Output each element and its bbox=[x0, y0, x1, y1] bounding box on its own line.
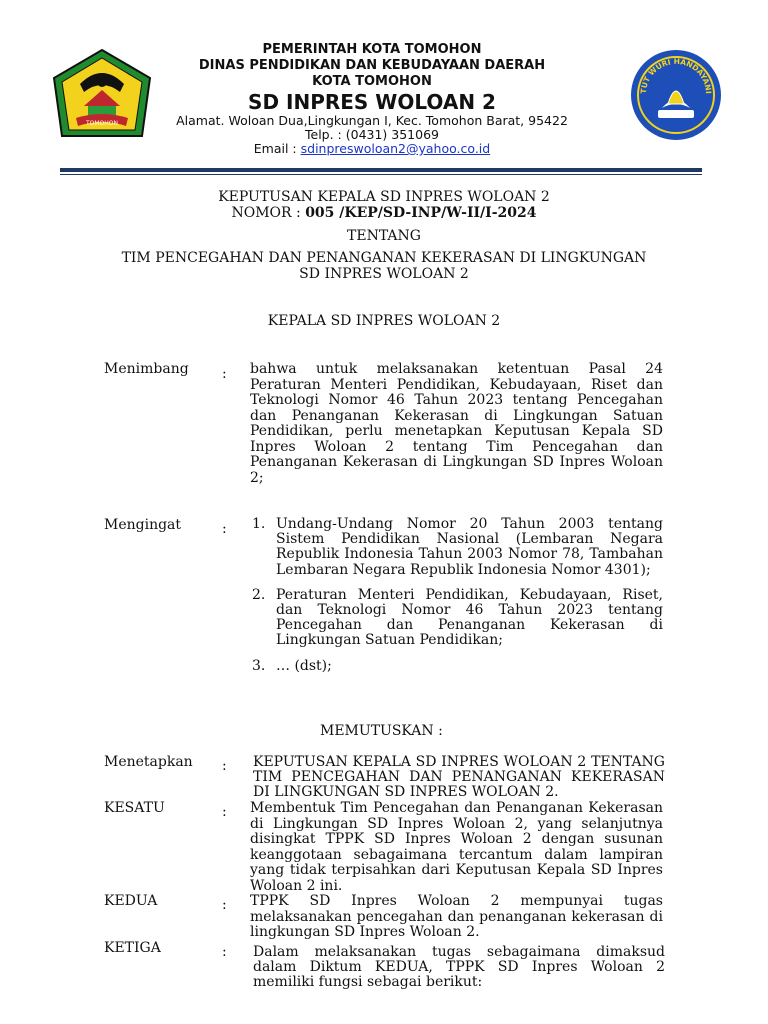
kesatu-colon: : bbox=[222, 804, 227, 820]
ketiga-colon: : bbox=[222, 944, 227, 960]
menetapkan-colon: : bbox=[222, 758, 227, 774]
mengingat-item bbox=[250, 517, 663, 578]
menimbang-text: bahwa untuk melaksanakan ketentuan Pasal 24 Peraturan Menteri Pendidikan, Kebudayaan, Riset dan Teknologi Nomor 46 Tahun 2023 tentang Pencegahan dan Penanganan Kekerasan di Lingkungan Satuan Pendidikan, perlu menetapkan Keputusan Kepala SD Inpres Woloan 2 tentang Tim Pencegahan dan Penanganan Kekerasan di Lingkungan SD Inpres Woloan 2; bbox=[250, 361, 663, 486]
kedua-label: KEDUA bbox=[104, 893, 158, 909]
decree-subject-line2: SD INPRES WOLOAN 2 bbox=[299, 266, 469, 282]
mengingat-item-text: Peraturan Menteri Pendidikan, Kebudayaan, Riset, dan Teknologi Nomor 46 Tahun 2023 tentang Pencegahan dan Penanganan Kekerasan di Lingkungan Satuan Pendidikan; bbox=[276, 586, 663, 649]
menetapkan-label: Menetapkan bbox=[104, 754, 193, 770]
menimbang-colon: : bbox=[222, 366, 227, 382]
school-address: Alamat. Woloan Dua,Lingkungan I, Kec. Tomohon Barat, 95422 bbox=[176, 113, 568, 128]
nomor-label: NOMOR : bbox=[231, 205, 306, 221]
mengingat-item-number: 1. bbox=[252, 516, 266, 532]
right-logo-motto: TUT WURI HANDAYANI bbox=[638, 56, 714, 95]
decree-number bbox=[60, 205, 708, 221]
kedua-text: TPPK SD Inpres Woloan 2 mempunyai tugas melaksanakan pencegahan dan penanganan kekerasan di lingkungan SD Inpres Woloan 2. bbox=[250, 893, 663, 940]
letterhead-line3: KOTA TOMOHON bbox=[312, 74, 432, 89]
letterhead bbox=[160, 42, 584, 156]
mengingat-item-number: 2. bbox=[252, 586, 266, 603]
letterhead-divider-thick bbox=[60, 168, 702, 172]
tut-wuri-handayani-logo bbox=[628, 48, 724, 142]
email-link[interactable]: sdinpreswoloan2@yahoo.co.id bbox=[300, 141, 491, 156]
memutuskan-heading: MEMUTUSKAN : bbox=[320, 723, 443, 739]
mengingat-colon: : bbox=[222, 521, 227, 537]
tentang-heading: TENTANG bbox=[347, 228, 421, 244]
mengingat-item-text: … (dst); bbox=[276, 657, 332, 674]
school-phone: Telp. : (0431) 351069 bbox=[305, 127, 439, 142]
kedua-colon: : bbox=[222, 897, 227, 913]
nomor-value: 005 /KEP/SD-INP/W-II/I-2024 bbox=[305, 205, 537, 221]
ketiga-label: KETIGA bbox=[104, 940, 161, 956]
decree-title: KEPUTUSAN KEPALA SD INPRES WOLOAN 2 bbox=[218, 189, 550, 205]
ketiga-text: Dalam melaksanakan tugas sebagaimana dimaksud dalam Diktum KEDUA, TPPK SD Inpres Woloan 2 memiliki fungsi sebagai berikut: bbox=[253, 944, 665, 990]
mengingat-item bbox=[250, 588, 663, 649]
decree-subject-line1: TIM PENCEGAHAN DAN PENANGANAN KEKERASAN DI LINGKUNGAN bbox=[121, 250, 647, 266]
menetapkan-text: KEPUTUSAN KEPALA SD INPRES WOLOAN 2 TENTANG TIM PENCEGAHAN DAN PENANGANAN KEKERASAN DI LINGKUNGAN SD INPRES WOLOAN 2. bbox=[253, 754, 665, 800]
letterhead-line2: DINAS PENDIDIKAN DAN KEBUDAYAAN DAERAH bbox=[198, 58, 546, 73]
mengingat-label: Mengingat bbox=[104, 517, 182, 533]
school-email-line bbox=[160, 142, 584, 156]
mengingat-item bbox=[250, 659, 663, 674]
letterhead-divider-thin bbox=[60, 174, 702, 175]
letterhead-line1: PEMERINTAH KOTA TOMOHON bbox=[262, 42, 482, 57]
email-label: Email : bbox=[253, 141, 301, 156]
mengingat-item-number: 3. bbox=[252, 657, 266, 674]
left-logo-text: TOMOHON bbox=[85, 120, 119, 127]
tomohon-emblem-logo bbox=[50, 48, 154, 142]
menimbang-label: Menimbang bbox=[104, 361, 189, 377]
mengingat-list bbox=[250, 517, 663, 684]
kepala-heading: KEPALA SD INPRES WOLOAN 2 bbox=[267, 313, 501, 329]
mengingat-item-text: Undang-Undang Nomor 20 Tahun 2003 tentang Sistem Pendidikan Nasional (Lembaran Negara Republik Indonesia Tahun 2003 Nomor 78, Tambahan Lembaran Negara Republik Indonesia Nomor 4301); bbox=[276, 516, 663, 578]
kesatu-text: Membentuk Tim Pencegahan dan Penanganan Kekerasan di Lingkungan SD Inpres Woloan 2, yang selanjutnya disingkat TPPK SD Inpres Woloan 2 dengan susunan keanggotaan sebagaimana tercantum dalam lampiran yang tidak terpisahkan dari Keputusan Kepala SD Inpres Woloan 2 ini. bbox=[250, 800, 663, 894]
kesatu-label: KESATU bbox=[104, 800, 165, 816]
school-name: SD INPRES WOLOAN 2 bbox=[248, 90, 496, 114]
